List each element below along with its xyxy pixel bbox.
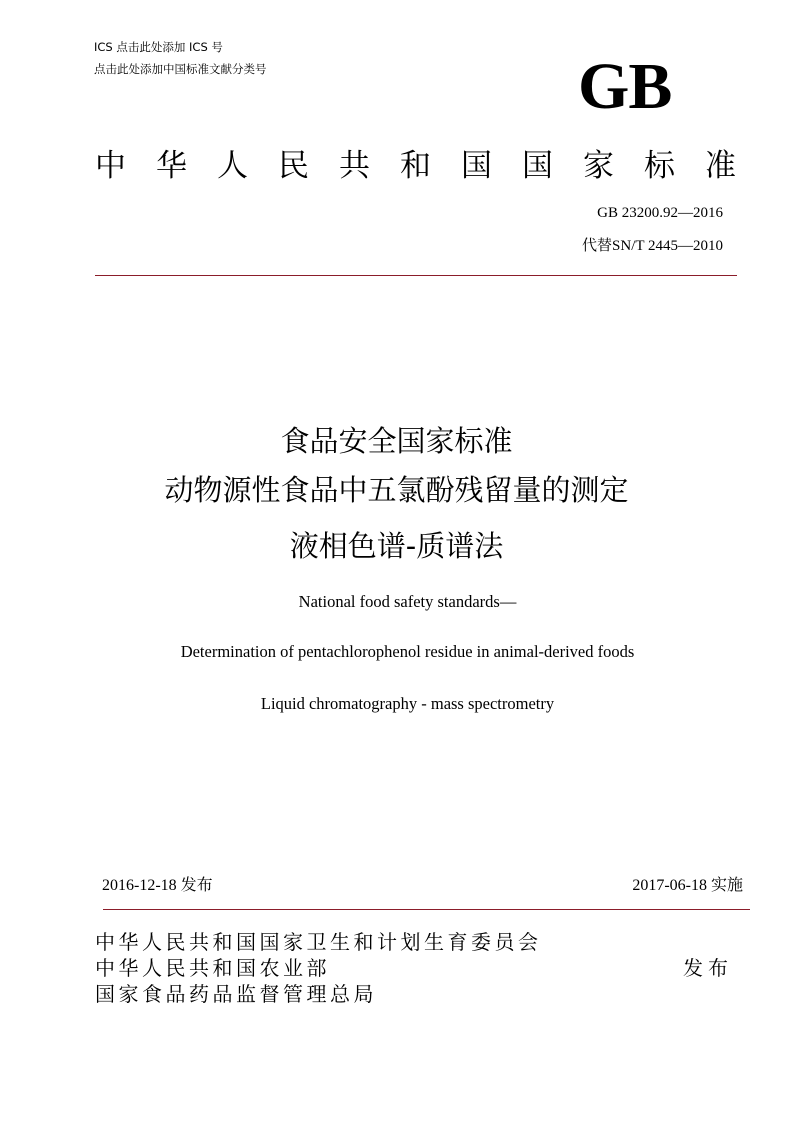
heading-char: 人 (217, 148, 248, 184)
issuer-health-commission: 中华人民共和国国家卫生和计划生育委员会 (95, 930, 542, 954)
heading-char: 中 (95, 148, 126, 184)
title-en-line-1: National food safety standards— (298, 592, 517, 611)
heading-char: 准 (705, 148, 736, 184)
heading-char: 国 (461, 148, 492, 184)
title-zh-line-3: 液相色谱-质谱法 (289, 529, 504, 563)
implement-label: 实施 (710, 875, 743, 894)
header-divider (95, 275, 737, 276)
issue-date (102, 875, 213, 896)
issuer-ministry-agriculture: 中华人民共和国农业部 (95, 956, 330, 980)
issue-date-value: 2016-12-18 (102, 877, 177, 894)
publish-label: 发布 (683, 956, 733, 980)
heading-char: 共 (339, 148, 370, 184)
ics-code: ICS 点击此处添加 ICS 号 (94, 40, 223, 54)
title-en-line-3: Liquid chromatography - mass spectrometry (260, 694, 555, 713)
classification-code: 点击此处添加中国标准文献分类号 (94, 62, 267, 76)
implement-date (632, 875, 743, 896)
issuer-food-drug-administration: 国家食品药品监督管理总局 (95, 982, 377, 1006)
standard-number: GB 23200.92—2016 (597, 205, 723, 221)
heading-char: 民 (278, 148, 309, 184)
heading-char: 家 (583, 148, 614, 184)
replaces-standard: 代替SN/T 2445—2010 (582, 238, 723, 254)
issue-label: 发布 (180, 875, 213, 894)
title-zh-line-1: 食品安全国家标准 (280, 424, 513, 458)
title-zh-line-2: 动物源性食品中五氯酚残留量的测定 (164, 473, 629, 507)
heading-char: 国 (522, 148, 553, 184)
title-en-line-2: Determination of pentachlorophenol residue in animal-derived foods (180, 642, 635, 661)
implement-date-value: 2017-06-18 (632, 877, 707, 894)
gb-logo: GB (578, 50, 672, 123)
national-standard-heading (95, 146, 736, 186)
heading-char: 和 (400, 148, 431, 184)
heading-char: 标 (644, 148, 675, 184)
footer-divider (103, 909, 750, 910)
heading-char: 华 (156, 148, 187, 184)
